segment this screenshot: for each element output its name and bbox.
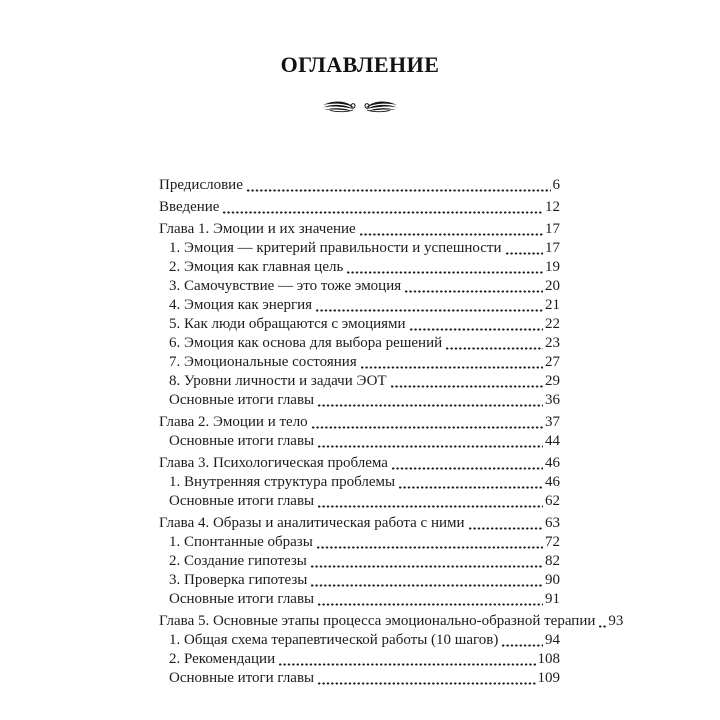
dot-leader <box>346 258 543 277</box>
toc-entry <box>159 571 560 590</box>
toc-entry-page: 36 <box>545 392 560 408</box>
toc-entry-page: 6 <box>552 177 560 193</box>
toc-entry-page: 23 <box>545 335 560 351</box>
toc-entry <box>159 198 560 217</box>
dot-leader <box>598 612 606 631</box>
toc-entry-label: Основные итоги главы <box>169 591 315 607</box>
toc-entry-page: 94 <box>545 632 560 648</box>
toc-entry-label: 1. Внутренняя структура проблемы <box>169 474 396 490</box>
table-of-contents <box>159 173 624 688</box>
toc-entry <box>159 258 560 277</box>
dot-leader <box>317 492 543 511</box>
toc-entry <box>159 239 560 258</box>
toc-entry-label: 2. Рекомендации <box>169 651 276 667</box>
dot-leader <box>359 220 543 239</box>
dot-leader <box>390 372 543 391</box>
dot-leader <box>391 454 543 473</box>
toc-entry-page: 46 <box>545 474 560 490</box>
toc-entry <box>159 334 560 353</box>
toc-entry-page: 91 <box>545 591 560 607</box>
toc-entry <box>159 454 560 473</box>
toc-entry <box>159 176 560 195</box>
toc-entry-label: Введение <box>159 199 220 215</box>
toc-entry-label: Предисловие <box>159 177 243 193</box>
toc-entry-label: 5. Как люди обращаются с эмоциями <box>169 316 406 332</box>
dot-leader <box>311 413 543 432</box>
toc-entry-label: Глава 4. Образы и аналитическая работа с ними <box>159 515 465 531</box>
dot-leader <box>409 315 543 334</box>
dot-leader <box>317 391 543 410</box>
toc-entry <box>159 590 560 609</box>
toc-entry-page: 19 <box>545 259 560 275</box>
toc-entry-label: Основные итоги главы <box>169 433 315 449</box>
toc-entry-label: 4. Эмоция как энергия <box>169 297 313 313</box>
toc-entry-page: 62 <box>545 493 560 509</box>
toc-entry <box>159 631 560 650</box>
dot-leader <box>501 631 543 650</box>
toc-entry-label: 7. Эмоциональные состояния <box>169 354 357 370</box>
toc-entry-page: 82 <box>545 553 560 569</box>
flourish-ornament-icon <box>0 99 720 115</box>
dot-leader <box>398 473 543 492</box>
dot-leader <box>445 334 543 353</box>
toc-entry-page: 44 <box>545 433 560 449</box>
toc-entry-label: 8. Уровни личности и задачи ЭОТ <box>169 373 387 389</box>
page-title: ОГЛАВЛЕНИЕ <box>280 52 440 77</box>
dot-leader <box>468 514 543 533</box>
toc-entry <box>159 492 560 511</box>
toc-entry-page: 93 <box>608 613 624 629</box>
toc-entry-page: 108 <box>537 651 560 667</box>
toc-entry-page: 63 <box>545 515 560 531</box>
dot-leader <box>278 650 535 669</box>
toc-entry-page: 109 <box>537 670 560 686</box>
toc-entry-label: 1. Спонтанные образы <box>169 534 313 550</box>
toc-entry <box>159 533 560 552</box>
toc-entry-page: 17 <box>545 221 560 237</box>
toc-entry-label: 3. Самочувствие — это тоже эмоция <box>169 278 402 294</box>
toc-entry-label: Основные итоги главы <box>169 493 315 509</box>
toc-entry <box>159 296 560 315</box>
toc-entry-label: Глава 3. Психологическая проблема <box>159 455 388 471</box>
toc-entry-label: Основные итоги главы <box>169 392 315 408</box>
toc-entry <box>159 372 560 391</box>
toc-entry <box>159 552 560 571</box>
dot-leader <box>317 669 535 688</box>
toc-entry-label: Глава 2. Эмоции и тело <box>159 414 308 430</box>
toc-entry-label: Основные итоги главы <box>169 670 315 686</box>
toc-entry <box>159 669 560 688</box>
toc-entry <box>159 514 560 533</box>
toc-entry <box>159 432 560 451</box>
toc-entry <box>159 277 560 296</box>
toc-entry-page: 12 <box>545 199 560 215</box>
toc-entry-page: 27 <box>545 354 560 370</box>
toc-entry-page: 72 <box>545 534 560 550</box>
dot-leader <box>360 353 543 372</box>
toc-entry <box>159 650 560 669</box>
toc-entry-label: Глава 1. Эмоции и их значение <box>159 221 356 237</box>
toc-entry-page: 29 <box>545 373 560 389</box>
dot-leader <box>316 533 543 552</box>
toc-entry <box>159 413 560 432</box>
toc-entry <box>159 353 560 372</box>
toc-entry <box>159 220 560 239</box>
toc-entry-page: 37 <box>545 414 560 430</box>
dot-leader <box>310 552 543 571</box>
dot-leader <box>505 239 543 258</box>
toc-entry <box>159 473 560 492</box>
toc-entry-label: 1. Общая схема терапевтической работы (10 шагов) <box>169 632 499 648</box>
toc-entry-label: 3. Проверка гипотезы <box>169 572 308 588</box>
dot-leader <box>404 277 543 296</box>
toc-entry-label: 2. Эмоция как главная цель <box>169 259 344 275</box>
toc-entry-label: 1. Эмоция — критерий правильности и успешности <box>169 240 502 256</box>
dot-leader <box>310 571 543 590</box>
toc-entry-label: 6. Эмоция как основа для выбора решений <box>169 335 443 351</box>
toc-entry-label: Глава 5. Основные этапы процесса эмоционально-образной терапии <box>159 613 596 629</box>
dot-leader <box>222 198 543 217</box>
toc-entry-label: 2. Создание гипотезы <box>169 553 307 569</box>
toc-entry <box>159 391 560 410</box>
dot-leader <box>317 432 543 451</box>
toc-entry-page: 46 <box>545 455 560 471</box>
toc-entry-page: 21 <box>545 297 560 313</box>
toc-entry-page: 90 <box>545 572 560 588</box>
toc-entry-page: 22 <box>545 316 560 332</box>
toc-entry <box>159 612 624 631</box>
dot-leader <box>317 590 543 609</box>
toc-entry-page: 20 <box>545 278 560 294</box>
dot-leader <box>315 296 543 315</box>
toc-entry-page: 17 <box>545 240 560 256</box>
toc-entry <box>159 315 560 334</box>
dot-leader <box>246 176 551 195</box>
